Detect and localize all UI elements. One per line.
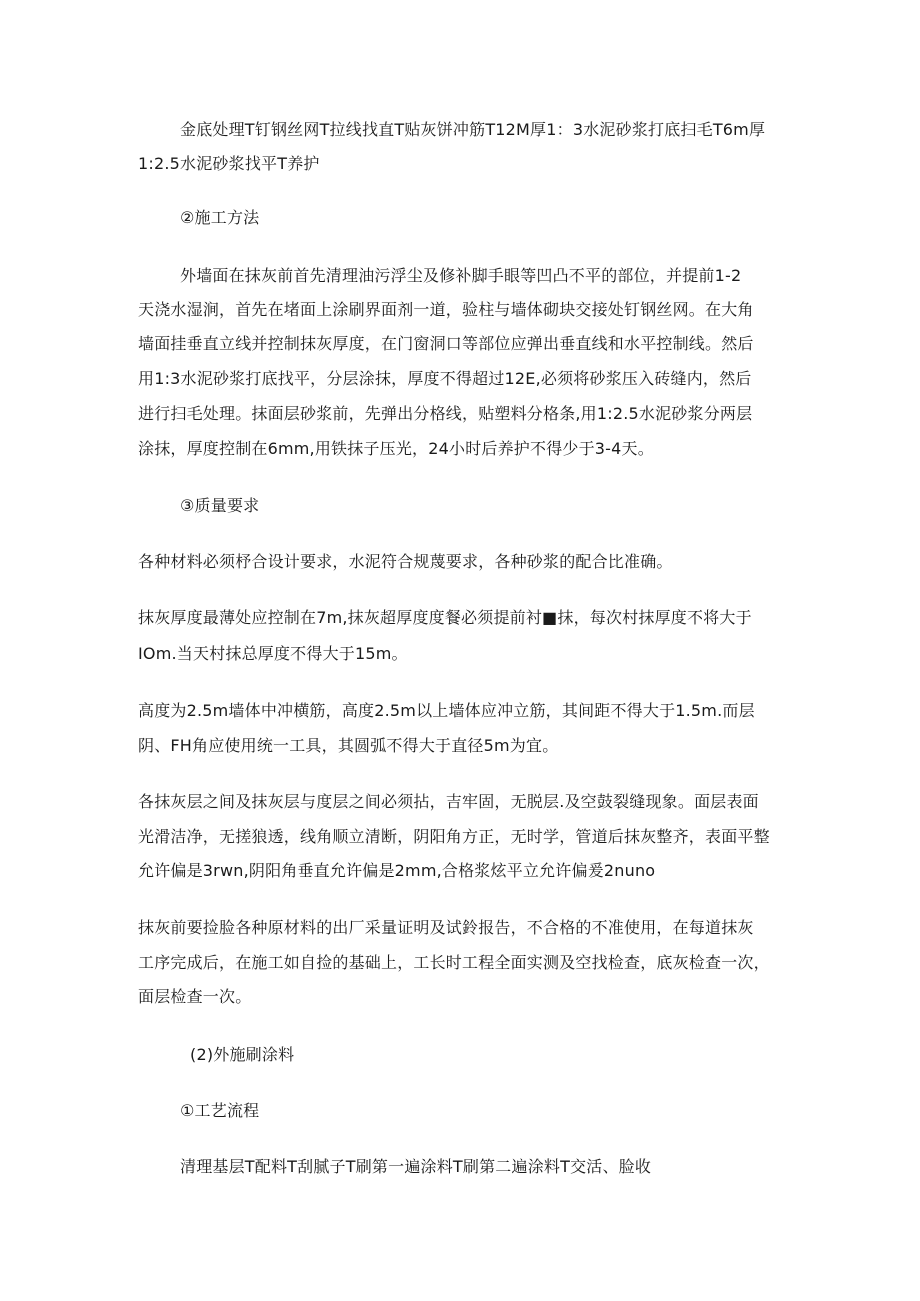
paragraph-line: 阴、FH角应使用统一工具，其圆弧不得大于直径5m为宜。 bbox=[138, 736, 559, 755]
section-heading-exterior-painting: (2)外施刷涂料 bbox=[190, 1045, 295, 1064]
paragraph-line: 抹灰厚度最薄处应控制在7m,抹灰超厚度度餐必须提前衬■抹，每次村抹厚度不将大于 bbox=[138, 608, 752, 627]
paragraph-line: 各抹灰层之间及抹灰层与度层之间必须拈，吉牢固，无脱层.及空鼓裂缝现象。面层表面 bbox=[138, 792, 759, 811]
section-heading-process-flow: ①工艺流程 bbox=[180, 1101, 260, 1120]
paragraph-line: 进行扫毛处理。抹面层砂浆前，先弹出分格线，贴塑料分格条,用1:2.5水泥砂浆分两层 bbox=[138, 404, 753, 423]
paragraph-line: 高度为2.5m墙体中冲横筋，高度2.5m以上墙体应冲立筋，其间距不得大于1.5m.而层 bbox=[138, 701, 755, 720]
section-heading-construction-method: ②施工方法 bbox=[180, 208, 260, 227]
process-flow-line-2: 1:2.5水泥砂浆找平T养护 bbox=[138, 154, 320, 173]
paragraph-line: 用1:3水泥砂浆打底找平，分层涂抹，厚度不得超过12E,必须将砂浆压入砖缝内，然后 bbox=[138, 369, 752, 388]
process-flow-line-1: 金底处理T钉钢丝网T拉线找直T贴灰饼冲筋T12M厚1：3水泥砂浆打底扫毛T6m厚 bbox=[180, 120, 766, 139]
paragraph-line: IOm.当天村抹总厚度不得大于15m。 bbox=[138, 644, 408, 663]
paragraph-line: 天浇水湿涧，首先在堵面上涂刷界面剂一道，验柱与墙体砌块交接处钉钢丝网。在大角 bbox=[138, 300, 754, 319]
paragraph-line: 光滑洁净，无搓狼透，线角顺立清断，阴阳角方正，无时学，管道后抹灰整齐，表面平整 bbox=[138, 827, 770, 846]
paragraph-line: 工序完成后，在施工如自捡的基础上，工长时工程全面实测及空找检查，底灰检查一次， bbox=[138, 953, 770, 972]
paragraph-line: 外墙面在抹灰前首先清理油污浮尘及修补脚手眼等凹凸不平的部位，并提前1-2 bbox=[180, 266, 742, 285]
paragraph-line: 允许偏是3rwn,阴阳角垂直允许偏是2mm,合格浆炫平立允许偏爰2nuno bbox=[138, 861, 656, 880]
section-heading-quality-requirements: ③质量要求 bbox=[180, 496, 260, 515]
process-flow-painting: 清理基层T配料T刮腻子T刷第一遍涂料T刷第二遍涂料T交活、脸收 bbox=[180, 1157, 652, 1176]
paragraph-line: 涂抹，厚度控制在6mm,用铁抹子压光，24小时后养护不得少于3-4天。 bbox=[138, 439, 654, 458]
paragraph-line: 各种材料必须杼合设计要求，水泥符合规蔑要求，各种砂浆的配合比准确。 bbox=[138, 552, 673, 571]
paragraph-line: 抹灰前要捡脸各种原材料的出厂采量证明及试鈴报告，不合格的不准使用，在每道抹灰 bbox=[138, 918, 754, 937]
paragraph-line: 面层检查一次。 bbox=[138, 987, 252, 1006]
paragraph-line: 墙面挂垂直立线并控制抹灰厚度，在门窗洞口等部位应弹出垂直线和水平控制线。然后 bbox=[138, 334, 754, 353]
